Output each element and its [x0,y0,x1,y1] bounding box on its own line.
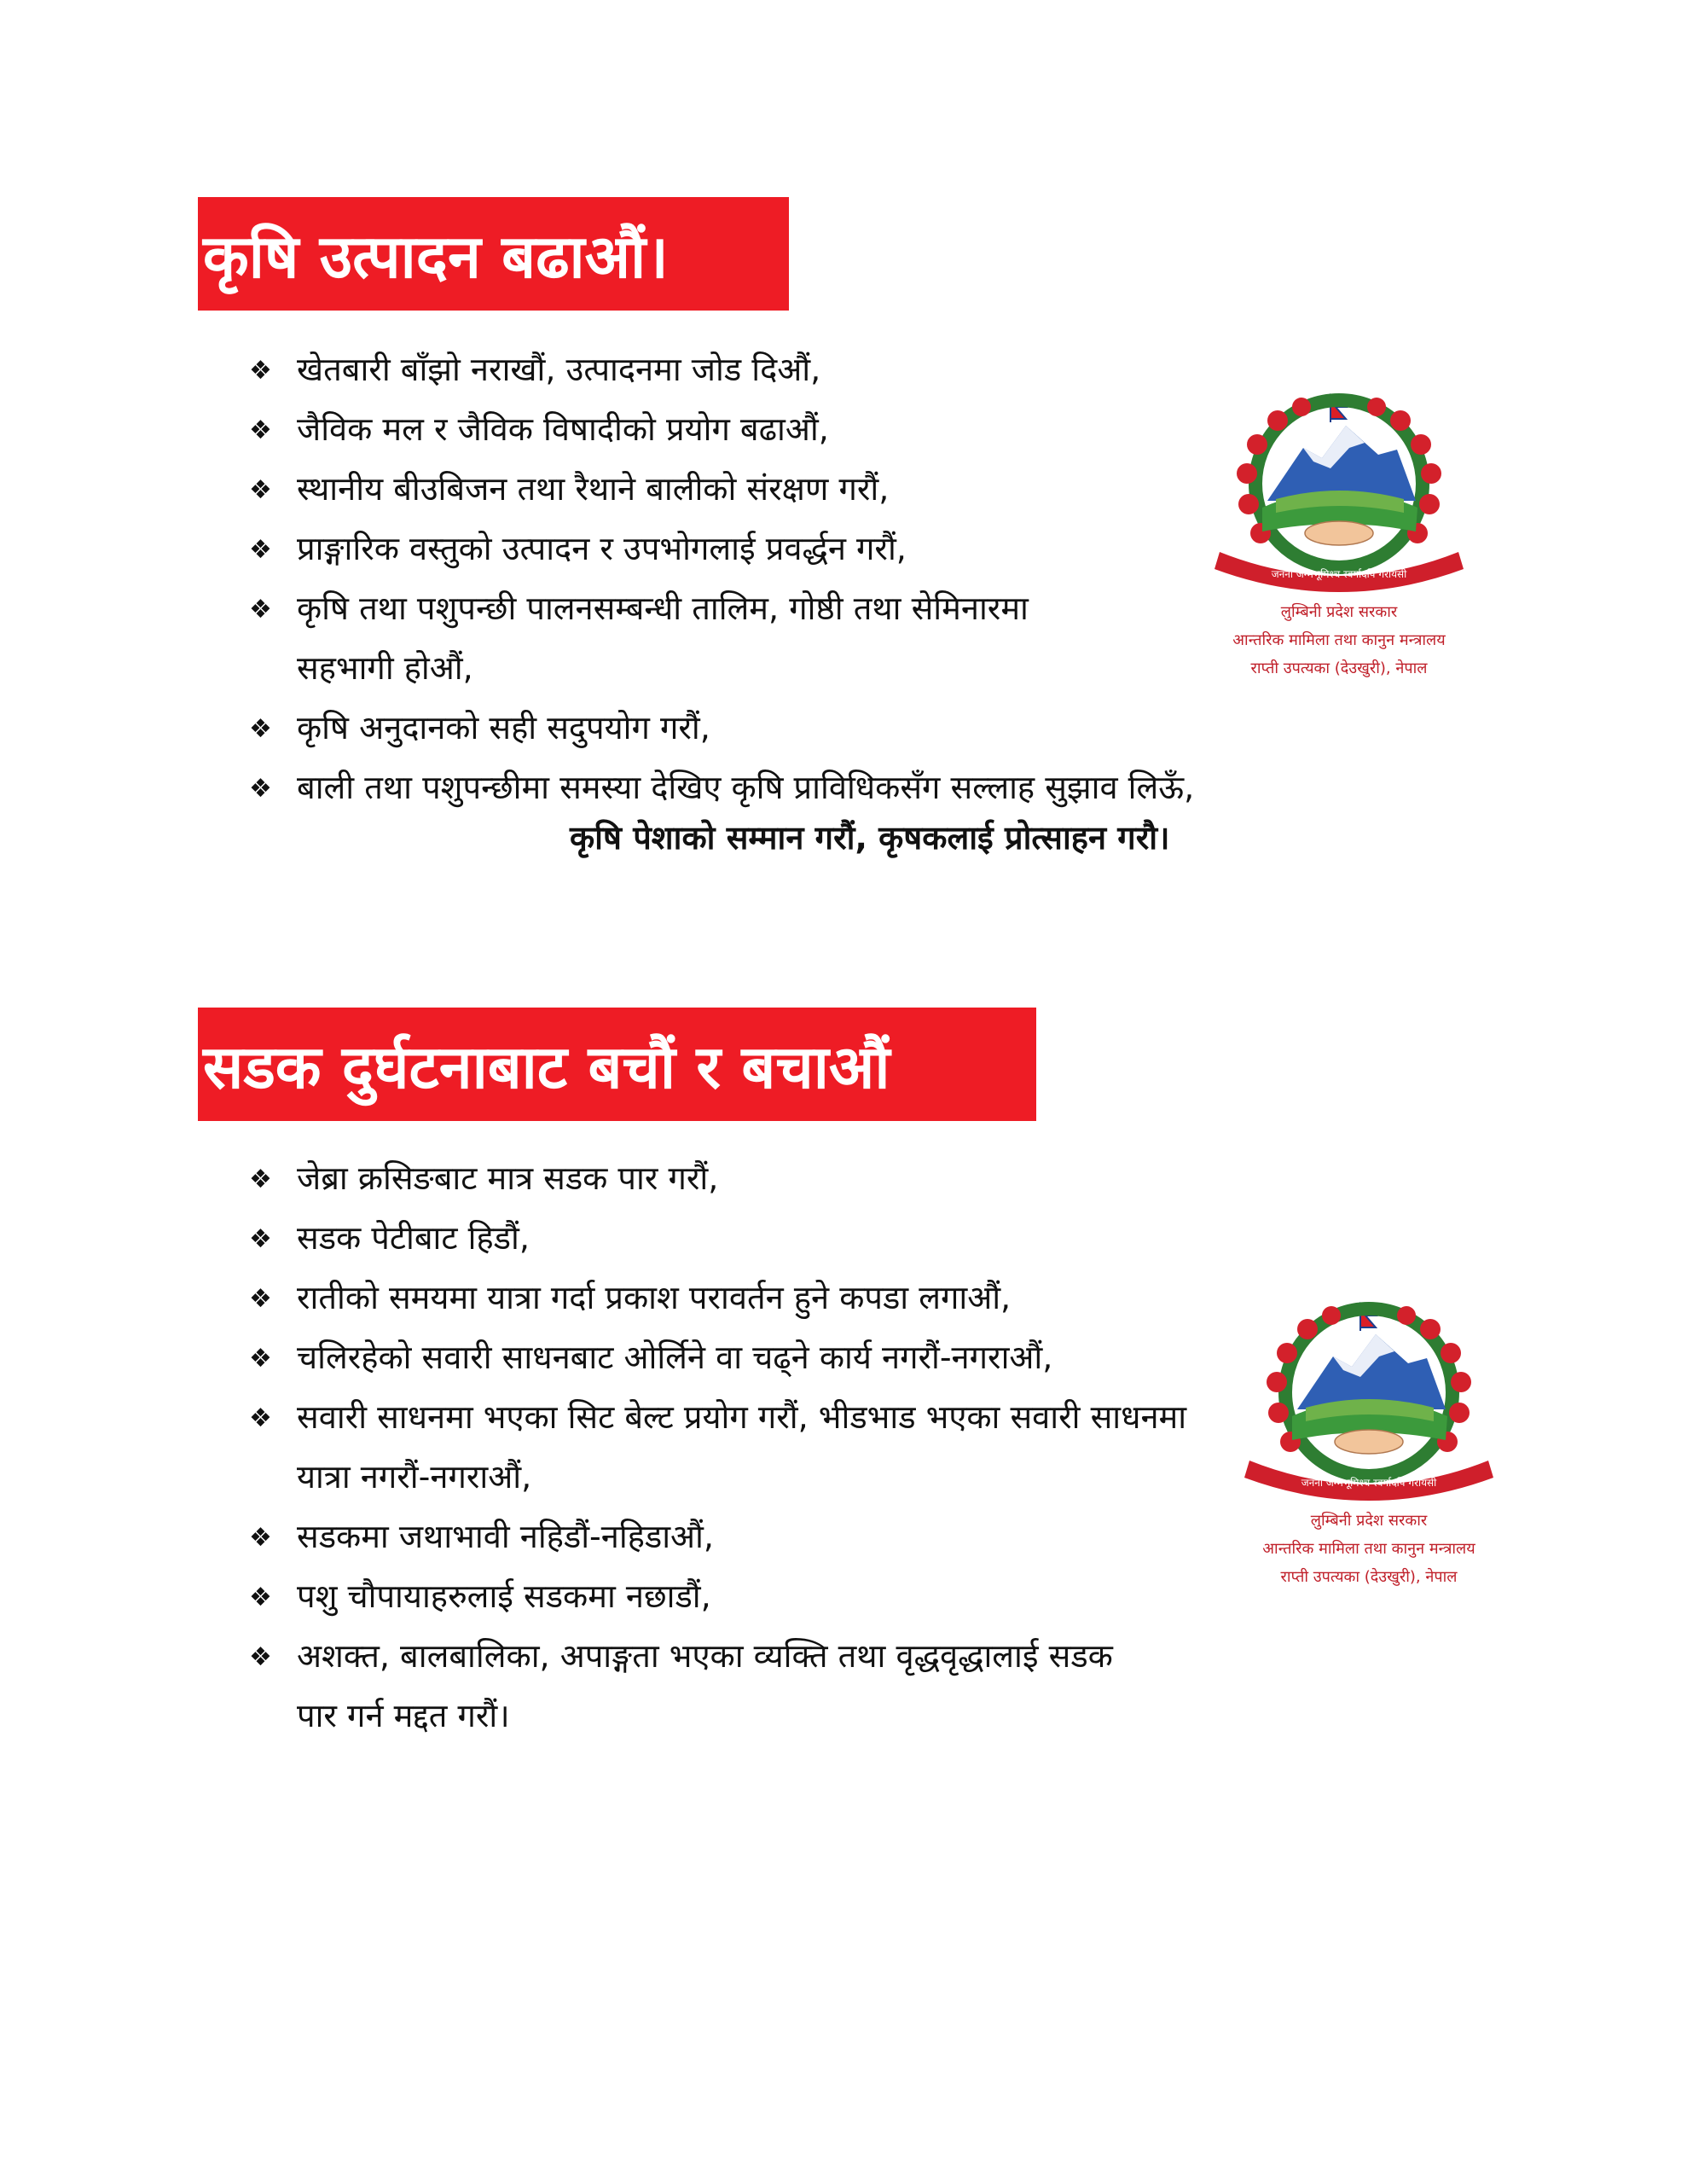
list-item: ❖ सडक पेटीबाट हिडौं, [247,1208,1203,1268]
caption-line: आन्तरिक मामिला तथा कानुन मन्त्रालय [1232,631,1446,649]
diamond-bullet-icon [247,1208,281,1268]
emblem-motto: जननी जन्मभूमिश्च स्वर्गादपि गरीयसी [1271,568,1407,580]
caption-line: लुम्बिनी प्रदेश सरकार [1280,603,1398,621]
section1-title: कृषि उत्पादन बढाऔं। [203,221,669,292]
list-item: ❖ स्थानीय बीउबिजन तथा रैथाने बालीको संरक्षण गरौं, [247,459,1339,519]
list-item: ❖ रातीको समयमा यात्रा गर्दा प्रकाश परावर्तन हुने कपडा लगाऔं, [247,1268,1203,1327]
emblem-block [1232,1297,1505,1591]
list-item: ❖ बाली तथा पशुपन्छीमा समस्या देखिए कृषि प्राविधिकसँग सल्लाह सुझाव लिऊँ, [247,758,1339,817]
diamond-bullet-icon [247,1387,281,1447]
diamond-bullet-icon [247,340,281,399]
lumbini-government-emblem-icon [1232,1297,1505,1502]
diamond-bullet-icon [247,519,281,578]
diamond-bullet-icon [247,1268,281,1327]
list-item: ❖ जेब्रा क्रसिङबाट मात्र सडक पार गरौं, [247,1148,1203,1208]
diamond-bullet-icon [247,758,281,817]
caption-line: आन्तरिक मामिला तथा कानुन मन्त्रालय [1262,1540,1475,1558]
list-item: ❖ अशक्त, बालबालिका, अपाङ्गता भएका व्यक्ति तथा वृद्धवृद्धालाई सडक पार गर्न मद्दत गरौं। [247,1626,1133,1745]
section2-list [247,1148,1203,1745]
section2-title-banner [198,1008,1036,1121]
emblem-caption [1232,1507,1505,1591]
diamond-bullet-icon [247,578,281,638]
diamond-bullet-icon [247,1507,281,1566]
diamond-bullet-icon [247,1626,281,1686]
list-item: ❖ चलिरहेको सवारी साधनबाट ओर्लिने वा चढ्ने कार्य नगरौं-नगराऔं, [247,1327,1203,1387]
diamond-bullet-icon [247,698,281,758]
caption-line: राप्ती उपत्यका (देउखुरी), नेपाल [1250,659,1428,677]
list-item: ❖ सवारी साधनमा भएका सिट बेल्ट प्रयोग गरौं, भीडभाड भएका सवारी साधनमा यात्रा नगरौं-नगराऔं, [247,1387,1203,1507]
list-item: ❖ सडकमा जथाभावी नहिडौं-नहिडाऔं, [247,1507,1203,1566]
section1-list [247,340,1339,817]
list-item: ❖ प्राङ्गारिक वस्तुको उत्पादन र उपभोगलाई प्रवर्द्धन गरौं, [247,519,1339,578]
section1-slogan: कृषि पेशाको सम्मान गरौं, कृषकलाई प्रोत्साहन गरौ। [570,819,1170,857]
diamond-bullet-icon [247,399,281,459]
diamond-bullet-icon [247,459,281,519]
list-item: ❖ कृषि तथा पशुपन्छी पालनसम्बन्धी तालिम, गोष्ठी तथा सेमिनारमा सहभागी होऔं, [247,578,1064,698]
caption-line: राप्ती उपत्यका (देउखुरी), नेपाल [1280,1568,1458,1586]
caption-line: लुम्बिनी प्रदेश सरकार [1310,1512,1428,1530]
emblem-caption [1203,598,1475,682]
diamond-bullet-icon [247,1148,281,1208]
list-item: ❖ पशु चौपायाहरुलाई सडकमा नछाडौं, [247,1566,1203,1626]
diamond-bullet-icon [247,1327,281,1387]
list-item: ❖ खेतबारी बाँझो नराखौं, उत्पादनमा जोड दिऔं, [247,340,1339,399]
diamond-bullet-icon [247,1566,281,1626]
section2-title: सडक दुर्घटनाबाट बचौं र बचाऔं [203,1031,890,1102]
lumbini-government-emblem-icon [1203,388,1475,593]
list-item: ❖ कृषि अनुदानको सही सदुपयोग गरौं, [247,698,1339,758]
section1-title-banner [198,197,789,311]
list-item: ❖ जैविक मल र जैविक विषादीको प्रयोग बढाऔं, [247,399,1339,459]
emblem-motto: जननी जन्मभूमिश्च स्वर्गादपि गरीयसी [1301,1477,1437,1489]
emblem-block [1203,388,1475,682]
